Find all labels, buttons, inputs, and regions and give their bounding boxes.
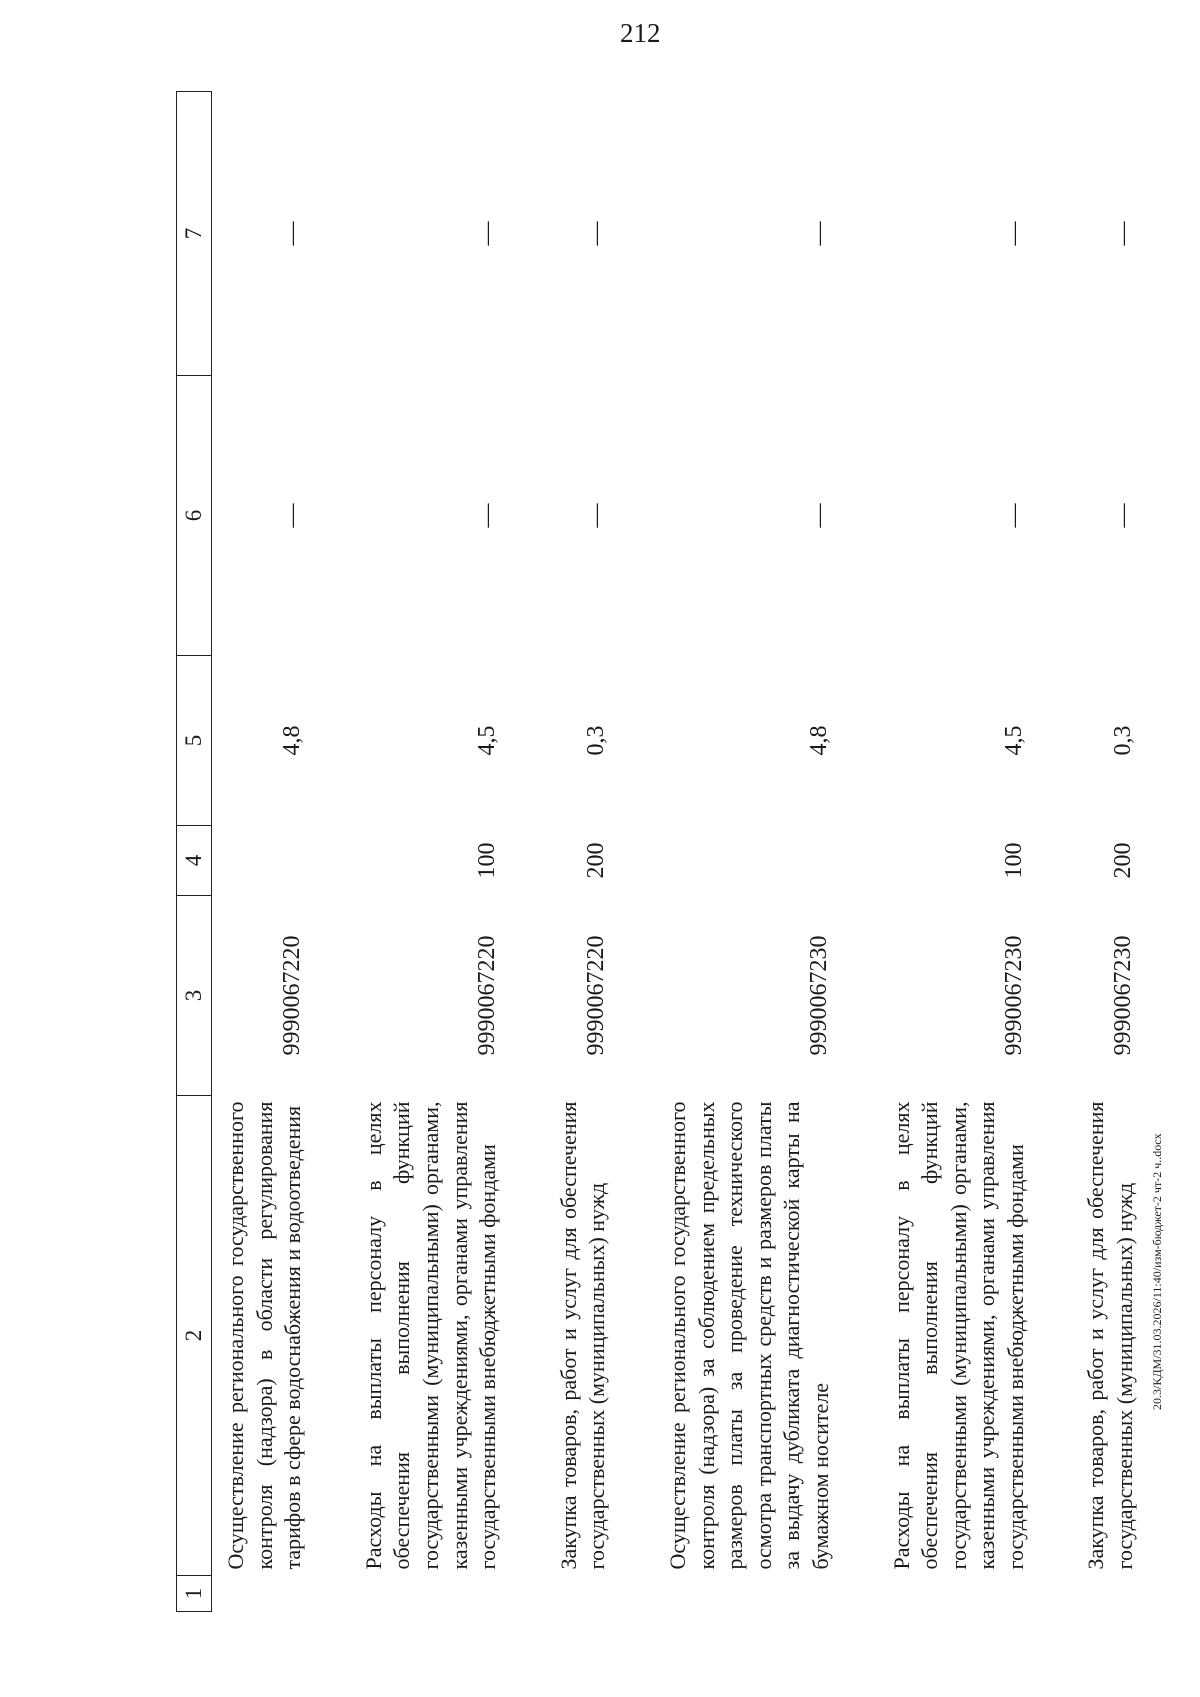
expense-type-code: 100 <box>1001 842 1028 879</box>
expense-type-code <box>212 826 312 896</box>
table-row <box>878 92 1035 1612</box>
row-name: Расходы на выплаты персоналу в целях обеспечения выполнения функций государственными (муниципальными) органами, казенными учреждениями, органами управления государственными внебюджетными фондами <box>360 1101 501 1570</box>
target-article-code: 9990067220 <box>582 935 609 1056</box>
table-row <box>654 92 840 1612</box>
header-cell-2: 2 <box>177 1096 212 1576</box>
target-article-code: 9990067230 <box>1110 935 1137 1056</box>
expense-type-code: 200 <box>582 842 609 879</box>
amount-value: 4,5 <box>473 725 500 756</box>
row-name: Закупка товаров, работ и услуг для обеспечения государственных (муниципальных) нужд <box>1083 1101 1138 1570</box>
expense-type-code: 100 <box>473 842 500 879</box>
table-row <box>1072 92 1143 1612</box>
row-name: Осуществление регионального государственного контроля (надзора) за соблюдением предельных размеров платы за проведение технического осмотра транспортных средств и размеров платы за выдачу дубликата диагностической карты на бумажном носителе <box>664 1101 833 1570</box>
header-cell-1: 1 <box>177 1576 212 1612</box>
header-cell-3: 3 <box>177 896 212 1096</box>
table-row <box>545 92 616 1612</box>
expense-type-code: 200 <box>1110 842 1137 879</box>
table-row <box>212 92 312 1612</box>
target-article-code: 9990067220 <box>473 935 500 1056</box>
column-7-value: — <box>278 221 305 246</box>
row-name: Осуществление регионального государственного контроля (надзора) в области регулирования тарифов в сфере водоснабжения и водоотведения <box>223 1101 306 1570</box>
column-6-value: — <box>1110 503 1137 528</box>
target-article-code: 9990067230 <box>806 935 833 1056</box>
row-name: Расходы на выплаты персоналу в целях обеспечения выполнения функций государственными (муниципальными) органами, казенными учреждениями, органами управления государственными внебюджетными фондами <box>888 1101 1028 1570</box>
column-7-value: — <box>582 221 609 246</box>
amount-value: 4,5 <box>1001 725 1028 756</box>
column-7-value: — <box>1110 221 1137 246</box>
header-cell-7: 7 <box>177 92 212 376</box>
file-reference: 20.3/КДМ/31.03.2026/11:40/изм-бюджет-2 чт-2 ч..docx <box>1150 1133 1164 1410</box>
row-name: Закупка товаров, работ и услуг для обеспечения государственных (муниципальных) нужд <box>555 1101 610 1570</box>
column-6-value: — <box>806 503 833 528</box>
header-row <box>177 92 212 1612</box>
table-row <box>350 92 507 1612</box>
header-cell-5: 5 <box>177 656 212 826</box>
target-article-code: 9990067220 <box>278 935 305 1056</box>
amount-value: 0,3 <box>582 725 609 756</box>
amount-value: 0,3 <box>1110 725 1137 756</box>
amount-value: 4,8 <box>278 725 305 756</box>
column-7-value: — <box>806 221 833 246</box>
target-article-code: 9990067230 <box>1001 935 1028 1056</box>
budget-table <box>176 91 1144 1612</box>
column-6-value: — <box>473 503 500 528</box>
header-cell-6: 6 <box>177 376 212 656</box>
column-6-value: — <box>1001 503 1028 528</box>
page-number: 212 <box>620 18 661 48</box>
expense-type-code <box>654 826 840 896</box>
column-7-value: — <box>1001 221 1028 246</box>
column-7-value: — <box>473 221 500 246</box>
rotated-table-area <box>176 92 1171 1612</box>
header-cell-4: 4 <box>177 826 212 896</box>
column-6-value: — <box>278 503 305 528</box>
amount-value: 4,8 <box>806 725 833 756</box>
column-6-value: — <box>582 503 609 528</box>
